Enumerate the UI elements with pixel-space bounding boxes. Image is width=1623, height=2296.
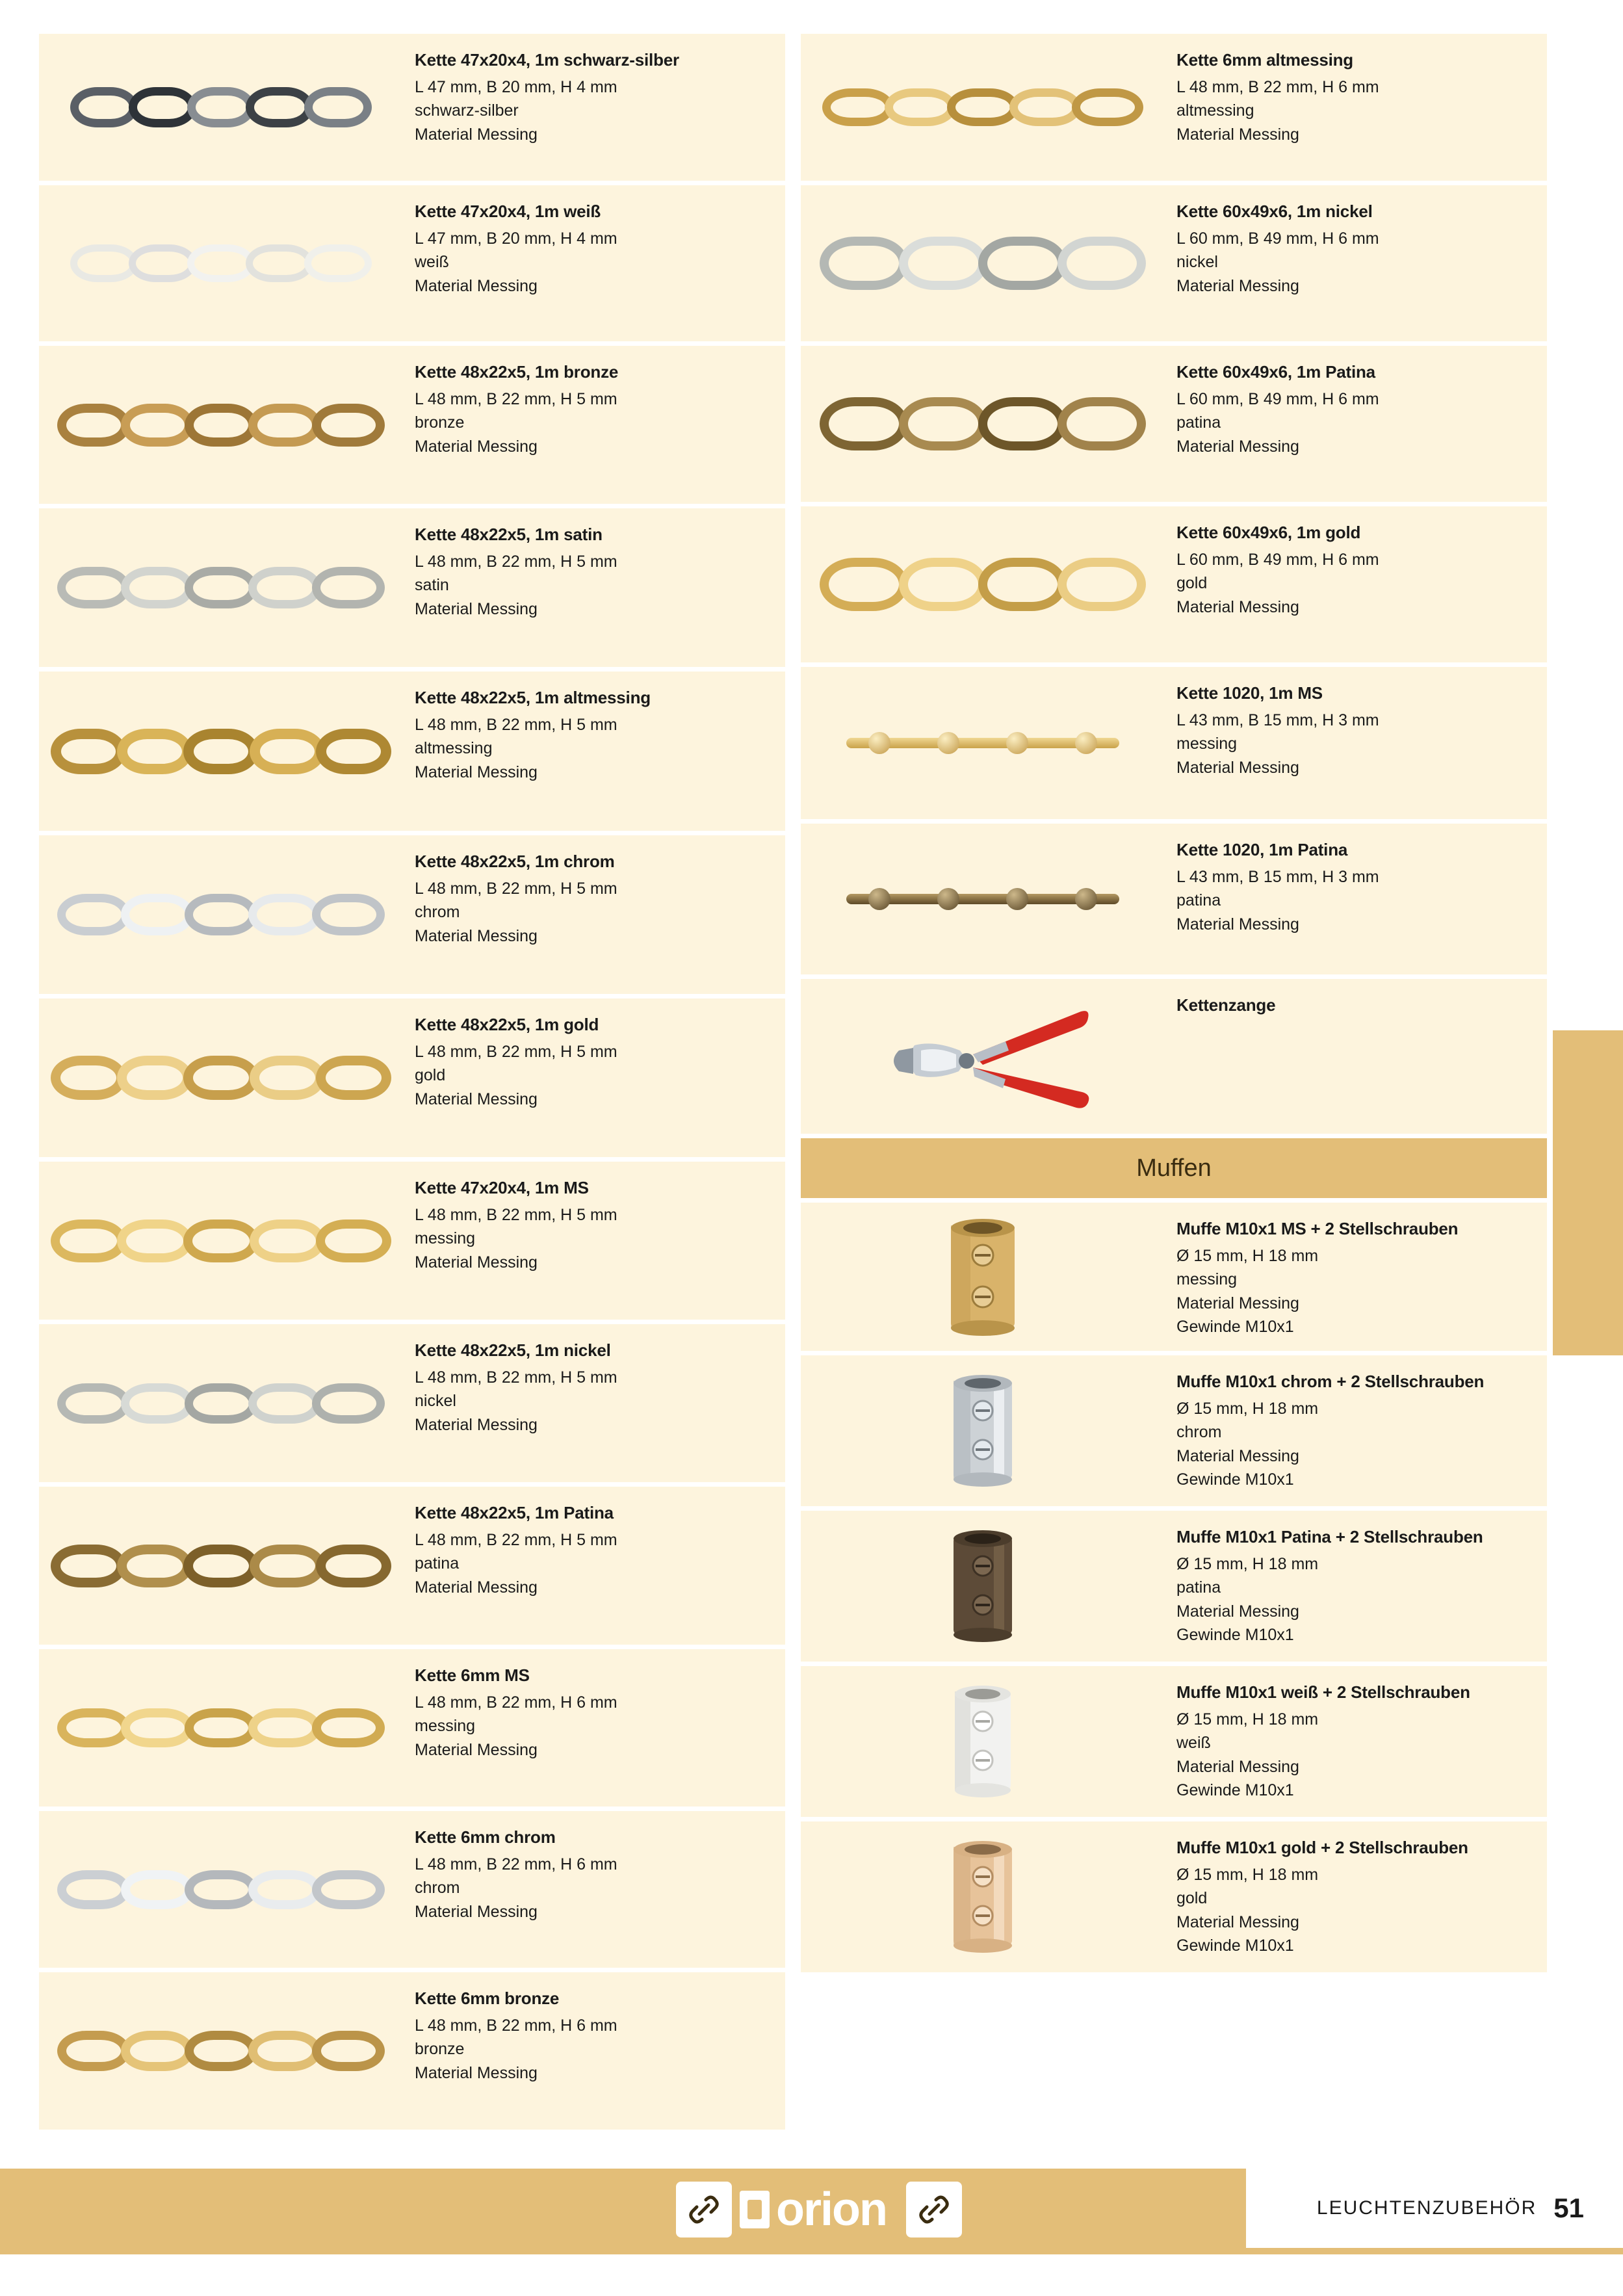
product-dims: L 48 mm, B 22 mm, H 6 mm xyxy=(415,2016,617,2035)
product-material: Material Messing xyxy=(415,1415,538,1434)
sleeve-photo-gold xyxy=(801,1821,1165,1972)
product-row[interactable] xyxy=(39,998,785,1157)
product-material: Material Messing xyxy=(415,437,538,456)
sleeve-icon xyxy=(921,1363,1045,1499)
product-text xyxy=(1165,667,1547,819)
product-title: Kette 47x20x4, 1m weiß xyxy=(415,202,601,221)
product-row[interactable] xyxy=(39,1162,785,1320)
product-text xyxy=(403,998,785,1157)
product-row-muffe[interactable] xyxy=(801,1511,1547,1662)
product-thread: Gewinde M10x1 xyxy=(1176,1318,1294,1337)
product-thread: Gewinde M10x1 xyxy=(1176,1626,1294,1645)
product-finish: weiß xyxy=(415,253,449,272)
product-text xyxy=(403,34,785,181)
product-dims: L 47 mm, B 20 mm, H 4 mm xyxy=(415,229,617,248)
product-material: Material Messing xyxy=(1176,1446,1299,1465)
product-text xyxy=(1165,1203,1547,1351)
product-dims: Ø 15 mm, H 18 mm xyxy=(1176,1399,1319,1418)
product-dims: L 60 mm, B 49 mm, H 6 mm xyxy=(1176,550,1379,569)
product-dims: L 48 mm, B 22 mm, H 5 mm xyxy=(415,879,617,898)
product-text xyxy=(403,835,785,994)
chain-photo-patina-large xyxy=(801,346,1165,502)
product-finish: schwarz-silber xyxy=(415,101,519,120)
chain-photo-bronze xyxy=(39,346,403,504)
product-row[interactable] xyxy=(39,185,785,341)
product-thread: Gewinde M10x1 xyxy=(1176,1937,1294,1955)
product-dims: Ø 15 mm, H 18 mm xyxy=(1176,1710,1319,1729)
product-title: Kettenzange xyxy=(1176,995,1276,1015)
product-text xyxy=(403,1162,785,1320)
product-finish: satin xyxy=(415,576,449,595)
product-material: Material Messing xyxy=(415,276,538,295)
product-row[interactable] xyxy=(801,506,1547,662)
product-text xyxy=(1165,1821,1547,1972)
left-column xyxy=(39,34,785,2134)
footer-category: LEUCHTENZUBEHÖR xyxy=(1316,2197,1537,2219)
product-dims: L 43 mm, B 15 mm, H 3 mm xyxy=(1176,867,1379,886)
product-dims: Ø 15 mm, H 18 mm xyxy=(1176,1246,1319,1265)
product-text xyxy=(1165,1511,1547,1662)
product-row[interactable] xyxy=(39,1487,785,1645)
product-finish: altmessing xyxy=(415,739,493,758)
product-row[interactable] xyxy=(801,824,1547,974)
product-text xyxy=(1165,506,1547,662)
sleeve-photo-white xyxy=(801,1666,1165,1817)
product-title: Kette 48x22x5, 1m chrom xyxy=(415,852,615,871)
product-title: Kette 48x22x5, 1m satin xyxy=(415,525,603,544)
page-columns xyxy=(39,34,1584,2134)
chain-photo-ball-patina xyxy=(801,824,1165,974)
product-material: Material Messing xyxy=(415,2063,538,2082)
product-material: Material Messing xyxy=(1176,125,1299,144)
product-dims: L 48 mm, B 22 mm, H 6 mm xyxy=(1176,77,1379,96)
product-finish: messing xyxy=(415,1717,476,1736)
product-finish: messing xyxy=(1176,735,1238,753)
product-finish: patina xyxy=(1176,413,1221,432)
product-material: Material Messing xyxy=(415,1740,538,1759)
chain-photo-chrome xyxy=(39,835,403,994)
product-material: Material Messing xyxy=(1176,1757,1299,1776)
product-text xyxy=(1165,979,1547,1134)
product-material: Material Messing xyxy=(415,1089,538,1108)
product-row[interactable] xyxy=(39,672,785,831)
footer-right xyxy=(1246,2169,1623,2248)
product-text xyxy=(1165,346,1547,502)
chain-photo-bronze-6mm xyxy=(39,1972,403,2130)
product-row[interactable] xyxy=(39,835,785,994)
product-finish: patina xyxy=(415,1554,460,1573)
product-title: Kette 6mm bronze xyxy=(415,1989,560,2008)
product-title: Kette 48x22x5, 1m Patina xyxy=(415,1503,614,1522)
product-title: Kette 6mm chrom xyxy=(415,1827,556,1847)
chain-link-icon-left xyxy=(676,2182,732,2237)
product-row[interactable] xyxy=(39,34,785,181)
chain-photo-satin xyxy=(39,508,403,667)
page-footer xyxy=(0,2169,1623,2296)
product-finish: gold xyxy=(1176,1889,1208,1908)
product-title: Muffe M10x1 weiß + 2 Stellschrauben xyxy=(1176,1682,1470,1702)
product-title: Kette 6mm MS xyxy=(415,1665,530,1685)
product-title: Kette 48x22x5, 1m gold xyxy=(415,1015,599,1034)
product-title: Kette 47x20x4, 1m schwarz-silber xyxy=(415,50,679,70)
brand-name: orion xyxy=(776,2184,887,2236)
product-dims: Ø 15 mm, H 18 mm xyxy=(1176,1554,1319,1573)
product-text xyxy=(403,672,785,831)
sleeve-icon xyxy=(921,1673,1045,1810)
product-title: Kette 1020, 1m MS xyxy=(1176,683,1323,703)
page-number: 51 xyxy=(1553,2193,1584,2223)
product-text xyxy=(403,1487,785,1645)
product-title: Muffe M10x1 MS + 2 Stellschrauben xyxy=(1176,1219,1459,1238)
product-dims: L 60 mm, B 49 mm, H 6 mm xyxy=(1176,229,1379,248)
sleeve-photo-brass xyxy=(801,1203,1165,1351)
sleeve-photo-patina xyxy=(801,1511,1165,1662)
product-title: Kette 48x22x5, 1m altmessing xyxy=(415,688,651,707)
sleeve-photo-chrome xyxy=(801,1355,1165,1506)
chain-photo-gold xyxy=(39,998,403,1157)
product-finish: patina xyxy=(1176,1578,1221,1597)
product-text xyxy=(403,508,785,667)
product-text xyxy=(403,346,785,504)
product-text xyxy=(1165,1355,1547,1506)
chain-photo-white xyxy=(39,185,403,341)
product-thread: Gewinde M10x1 xyxy=(1176,1470,1294,1489)
product-material: Material Messing xyxy=(415,1253,538,1272)
product-row[interactable] xyxy=(39,346,785,504)
product-row[interactable] xyxy=(39,1649,785,1807)
chain-photo-black-silver xyxy=(39,34,403,181)
product-finish: chrom xyxy=(1176,1423,1222,1442)
product-text xyxy=(1165,185,1547,341)
product-dims: L 48 mm, B 22 mm, H 5 mm xyxy=(415,552,617,571)
product-material: Material Messing xyxy=(415,763,538,781)
product-finish: altmessing xyxy=(1176,101,1254,120)
chain-photo-antique-brass-6mm xyxy=(801,34,1165,181)
product-title: Muffe M10x1 chrom + 2 Stellschrauben xyxy=(1176,1371,1485,1391)
product-material: Material Messing xyxy=(1176,276,1299,295)
product-dims: L 48 mm, B 22 mm, H 5 mm xyxy=(415,1368,617,1387)
right-column xyxy=(801,34,1547,1977)
product-row[interactable] xyxy=(39,508,785,667)
product-row[interactable] xyxy=(801,34,1547,181)
product-finish: weiß xyxy=(1176,1734,1211,1753)
product-material: Material Messing xyxy=(1176,1602,1299,1621)
product-text xyxy=(1165,1666,1547,1817)
product-row[interactable] xyxy=(801,667,1547,819)
chain-photo-gold-large xyxy=(801,506,1165,662)
product-row-muffe[interactable] xyxy=(801,1203,1547,1351)
product-dims: L 48 mm, B 22 mm, H 6 mm xyxy=(415,1693,617,1712)
sleeve-icon xyxy=(921,1829,1045,1965)
product-finish: nickel xyxy=(1176,253,1218,272)
product-material: Material Messing xyxy=(415,926,538,945)
product-row[interactable] xyxy=(801,185,1547,341)
product-title: Kette 48x22x5, 1m nickel xyxy=(415,1340,611,1360)
product-material: Material Messing xyxy=(1176,597,1299,616)
product-material: Material Messing xyxy=(1176,1294,1299,1312)
product-finish: gold xyxy=(1176,574,1208,593)
product-title: Muffe M10x1 Patina + 2 Stellschrauben xyxy=(1176,1526,1483,1546)
product-finish: messing xyxy=(1176,1270,1238,1289)
product-row[interactable] xyxy=(39,1811,785,1968)
product-finish: chrom xyxy=(415,1879,460,1898)
product-title: Kette 48x22x5, 1m bronze xyxy=(415,362,619,382)
product-finish: patina xyxy=(1176,891,1221,910)
chain-link-icon-right xyxy=(906,2182,962,2237)
chain-photo-brass-6mm xyxy=(39,1649,403,1807)
product-title: Kette 60x49x6, 1m Patina xyxy=(1176,362,1375,382)
product-row-muffe[interactable] xyxy=(801,1821,1547,1972)
pliers-icon xyxy=(876,995,1090,1118)
chain-photo-nickel xyxy=(39,1324,403,1482)
section-header-muffen xyxy=(801,1138,1547,1198)
product-row-muffe[interactable] xyxy=(801,1355,1547,1506)
chain-photo-brass xyxy=(39,1162,403,1320)
section-title: Muffen xyxy=(1136,1154,1212,1182)
product-dims: Ø 15 mm, H 18 mm xyxy=(1176,1865,1319,1884)
product-text xyxy=(403,1649,785,1807)
product-row-tool[interactable] xyxy=(801,979,1547,1134)
sleeve-icon xyxy=(921,1518,1045,1654)
product-dims: L 47 mm, B 20 mm, H 4 mm xyxy=(415,77,617,96)
product-text xyxy=(403,1972,785,2130)
product-material: Material Messing xyxy=(1176,1912,1299,1931)
product-dims: L 48 mm, B 22 mm, H 6 mm xyxy=(415,1855,617,1873)
product-material: Material Messing xyxy=(1176,758,1299,777)
product-dims: L 48 mm, B 22 mm, H 5 mm xyxy=(415,1205,617,1224)
product-material: Material Messing xyxy=(415,125,538,144)
product-finish: nickel xyxy=(415,1392,456,1411)
product-title: Kette 47x20x4, 1m MS xyxy=(415,1178,589,1197)
chain-photo-chrome-6mm xyxy=(39,1811,403,1968)
product-finish: bronze xyxy=(415,413,465,432)
product-thread: Gewinde M10x1 xyxy=(1176,1781,1294,1800)
product-row[interactable] xyxy=(39,1324,785,1482)
product-material: Material Messing xyxy=(415,1578,538,1597)
chain-photo-antique-brass xyxy=(39,672,403,831)
product-material: Material Messing xyxy=(415,599,538,618)
page-side-tab xyxy=(1553,1030,1623,1355)
product-title: Muffe M10x1 gold + 2 Stellschrauben xyxy=(1176,1837,1468,1857)
product-material: Material Messing xyxy=(1176,915,1299,933)
product-dims: L 48 mm, B 22 mm, H 5 mm xyxy=(415,1042,617,1061)
product-dims: L 48 mm, B 22 mm, H 5 mm xyxy=(415,389,617,408)
product-finish: chrom xyxy=(415,903,460,922)
product-row[interactable] xyxy=(801,346,1547,502)
product-dims: L 43 mm, B 15 mm, H 3 mm xyxy=(1176,711,1379,729)
product-text xyxy=(403,1811,785,1968)
product-material: Material Messing xyxy=(415,1902,538,1921)
chain-photo-nickel-large xyxy=(801,185,1165,341)
brand-logo xyxy=(676,2182,962,2237)
product-dims: L 60 mm, B 49 mm, H 6 mm xyxy=(1176,389,1379,408)
product-title: Kette 6mm altmessing xyxy=(1176,50,1353,70)
product-title: Kette 60x49x6, 1m gold xyxy=(1176,523,1361,542)
product-finish: messing xyxy=(415,1229,476,1248)
sleeve-icon xyxy=(921,1208,1045,1345)
product-text xyxy=(403,1324,785,1482)
product-finish: gold xyxy=(415,1066,446,1085)
product-text xyxy=(403,185,785,341)
chain-photo-ball-brass xyxy=(801,667,1165,819)
product-dims: L 48 mm, B 22 mm, H 5 mm xyxy=(415,1530,617,1549)
product-row-muffe[interactable] xyxy=(801,1666,1547,1817)
product-title: Kette 1020, 1m Patina xyxy=(1176,840,1348,859)
footer-divider xyxy=(0,2248,1623,2254)
product-dims: L 48 mm, B 22 mm, H 5 mm xyxy=(415,715,617,734)
product-title: Kette 60x49x6, 1m nickel xyxy=(1176,202,1373,221)
footer-white-strip xyxy=(0,2248,1623,2296)
product-material: Material Messing xyxy=(1176,437,1299,456)
product-text xyxy=(1165,824,1547,974)
product-finish: bronze xyxy=(415,2040,465,2059)
chain-photo-patina xyxy=(39,1487,403,1645)
pliers-photo-red-handles xyxy=(801,979,1165,1134)
product-row[interactable] xyxy=(39,1972,785,2130)
product-text xyxy=(1165,34,1547,181)
